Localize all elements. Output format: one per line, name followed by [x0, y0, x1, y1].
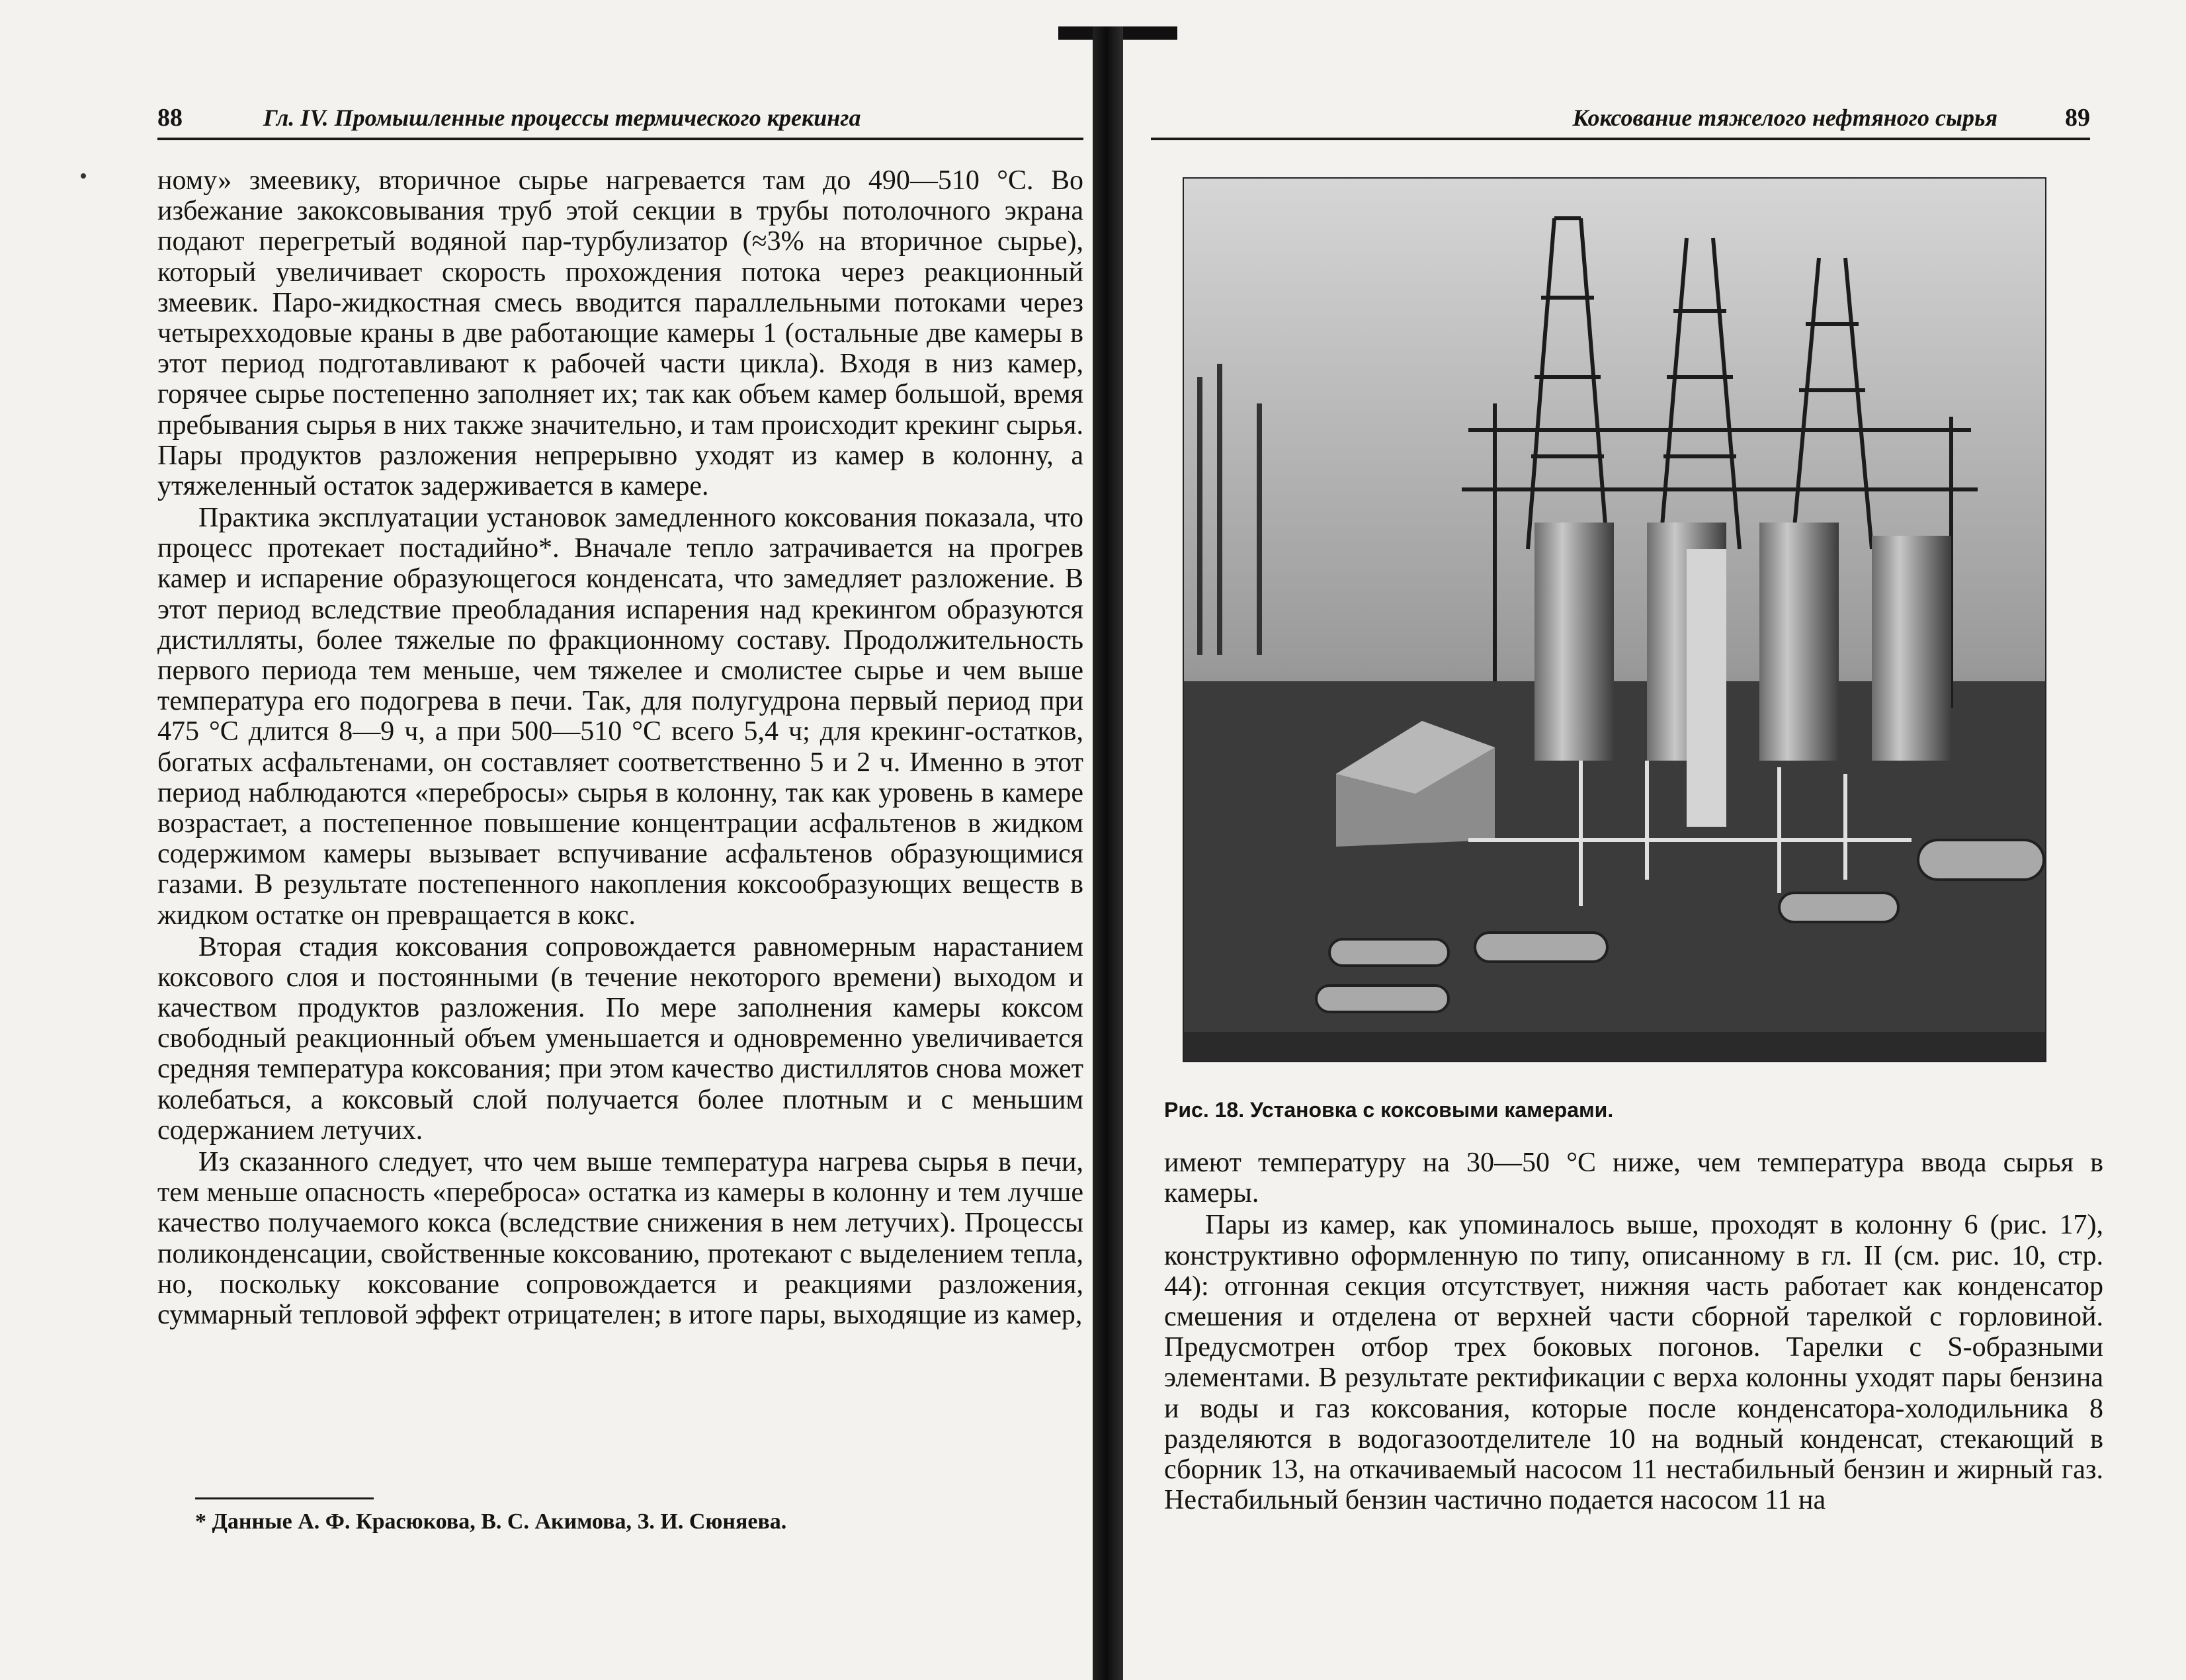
margin-dot [81, 173, 86, 179]
footnote: * Данные А. Ф. Красюкова, В. С. Акимова, З. И. Сюняева. [195, 1509, 787, 1534]
paragraph: ному» змеевику, вторичное сырье нагревается там до 490—510 °С. Во избежание закоксовывания труб этой секции в трубы потолочного экрана подают перегретый водяной пар-турбулизатор (≈3% на вторичное сырье), который увеличивает скорость прохождения потока через реакционный змеевик. Паро-жидкостная смесь вводится параллельными потоками через четырехходовые краны в две работающие камеры 1 (остальные две камеры в этот период подготавливают к рабочей части цикла). Входя в низ камер, горячее сырье постепенно заполняет их; так как объем камер большой, время пребывания сырья в них также значительно, и там происходит крекинг сырья. Пары продуктов разложения непрерывно уходят из камер в колонну, а утяжеленный остаток задерживается в камере. [157, 165, 1083, 501]
right-running-head-text: Коксование тяжелого нефтяного сырья [1572, 105, 1997, 131]
left-running-head [157, 98, 1083, 140]
paragraph: Вторая стадия коксования сопровождается равномерным нарастанием коксового слоя и постоянными (в течение некоторого времени) выходом и качеством продуктов разложения. По мере заполнения камеры коксом свободный реакционный объем уменьшается и одновременно увеличивается средняя температура коксования; при этом качество дистиллятов снова может колебаться, а коксовый слой получается более плотным и с меньшим содержанием летучих. [157, 931, 1083, 1146]
right-page-number: 89 [2065, 104, 2090, 132]
paragraph: Практика эксплуатации установок замедленного коксования показала, что процесс протекает постадийно*. Вначале тепло затрачивается на прогрев камер и испарение образующегося конденсата, что замедляет разложение. В этот период вследствие преобладания испарения над крекингом образуются дистилляты, более тяжелые по фракционному составу. Продолжительность первого периода тем меньше, чем тяжелее и смолистее сырье и чем выше температура его подогрева в печи. Так, для полугудрона первый период при 475 °С длится 8—9 ч, а при 500—510 °С всего 5,4 ч; для крекинг-остатков, богатых асфальтенами, он составляет соответственно 5 и 2 ч. Именно в этот период наблюдаются «перебросы» сырья в колонну, так как уровень в камере возрастает, а постепенное повышение концентрации асфальтенов в жидком содержимом камеры вызывает вспучивание асфальтенов образующимися газами. В результате постепенного накопления коксообразующих веществ в жидком остатке он превращается в кокс. [157, 503, 1083, 931]
footnote-rule [195, 1497, 374, 1499]
right-body-text [1164, 1148, 2103, 1515]
right-page [1124, 0, 2186, 1680]
paragraph: Из сказанного следует, что чем выше температура нагрева сырья в печи, тем меньше опасность «переброса» остатка из камеры в колонну и тем лучше качество получаемого кокса (вследствие снижения в нем летучих). Процессы поликонденсации, свойственные коксованию, протекают с выделением тепла, но, поскольку коксование сопровождается и реакциями разложения, суммарный тепловой эффект отрицателен; в итоге пары, выходящие из камер, [157, 1147, 1083, 1330]
figure-photo-coking-unit [1183, 177, 2046, 1062]
left-body-text [157, 165, 1083, 1330]
paragraph: Пары из камер, как упоминалось выше, проходят в колонну 6 (рис. 17), конструктивно оформленную по типу, описанному в гл. II (см. рис. 10, стр. 44): отгонная секция отсутствует, нижняя часть работает как конденсатор смешения и отделена от верхней части сборной тарелкой с горловиной. Предусмотрен отбор трех боковых погонов. Тарелки с S-образными элементами. В результате ректификации с верха колонны уходят пары бензина и воды и газ коксования, которые после конденсатора-холодильника 8 разделяются в водогазоотделителе 10 на водный конденсат, стекающий в сборник 13, на откачиваемый насосом 11 нестабильный бензин и жирный газ. Нестабильный бензин частично подается насосом 11 на [1164, 1210, 2103, 1516]
left-running-head-text: Гл. IV. Промышленные процессы термического крекинга [263, 105, 861, 131]
right-running-head [1151, 98, 2090, 140]
left-page-number: 88 [157, 104, 183, 132]
paragraph: имеют температуру на 30—50 °С ниже, чем температура ввода сырья в камеры. [1164, 1148, 2103, 1209]
figure-caption: Рис. 18. Установка с коксовыми камерами. [1164, 1098, 1614, 1122]
book-gutter [1093, 26, 1123, 1680]
